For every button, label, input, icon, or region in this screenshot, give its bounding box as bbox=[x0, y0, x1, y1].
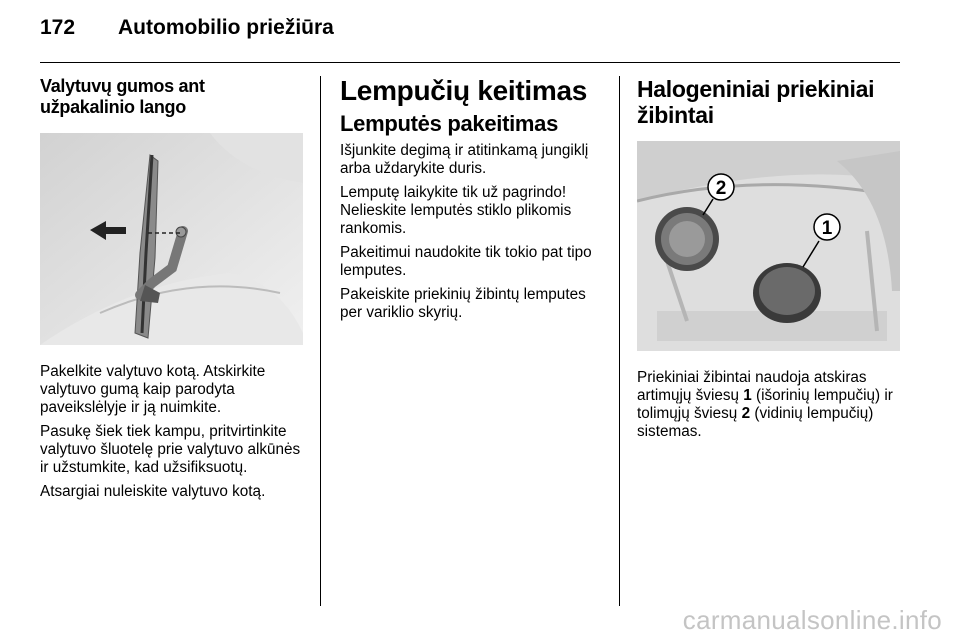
column-divider-1 bbox=[320, 76, 321, 606]
column-halogen bbox=[637, 76, 902, 447]
column-bulb-replacement bbox=[340, 76, 605, 328]
halogen-text-1: Priekiniai žibintai naudoja atskiras artimųjų šviesų bbox=[637, 369, 867, 404]
wiper-heading: Valytuvų gumos ant užpakalinio lango bbox=[40, 76, 205, 117]
halogen-paragraph bbox=[637, 369, 902, 441]
high-beam-ref: 2 bbox=[741, 405, 751, 422]
wiper-paragraph-1: Pakelkite valytuvo kotą. Atskirkite valytuvo gumą kaip parodyta paveikslėlyje ir ją nuimkite. bbox=[40, 363, 266, 416]
page-section-title: Automobilio priežiūra bbox=[118, 16, 334, 39]
headlamp-illustration bbox=[637, 141, 900, 351]
halogen-heading: Halogeniniai priekiniai žibintai bbox=[637, 76, 875, 128]
halogen-text-3: (vidinių lempučių) sistemas. bbox=[637, 405, 874, 440]
page-number: 172 bbox=[40, 16, 76, 39]
figure-callout-1: 1 bbox=[821, 218, 833, 239]
wiper-paragraph-3: Atsargiai nuleiskite valytuvo kotą. bbox=[40, 483, 266, 500]
figure-callout-2: 2 bbox=[715, 178, 727, 199]
wiper-illustration bbox=[40, 133, 303, 345]
header-rule bbox=[40, 62, 900, 63]
bulb-paragraph-1: Išjunkite degimą ir atitinkamą jungiklį arba uždarykite duris. bbox=[340, 142, 589, 177]
page-header bbox=[40, 16, 334, 40]
watermark: carmanualsonline.info bbox=[682, 605, 942, 635]
bulb-paragraph-3: Pakeitimui naudokite tik tokio pat tipo lemputes. bbox=[340, 244, 592, 279]
bulb-paragraph-2: Lemputę laikykite tik už pagrindo! Nelieskite lemputės stiklo plikomis rankomis. bbox=[340, 184, 572, 237]
bulb-replacement-subheading: Lemputės pakeitimas bbox=[340, 111, 559, 136]
column-wiper bbox=[40, 76, 303, 507]
wiper-paragraph-2: Pasukę šiek tiek kampu, pritvirtinkite valytuvo šluotelę prie valytuvo alkūnės ir užstumkite, kad užsifiksuotų. bbox=[40, 423, 301, 476]
low-beam-ref: 1 bbox=[743, 387, 752, 404]
bulbs-heading: Lempučių keitimas bbox=[340, 75, 587, 106]
halogen-text-2: (išorinių lempučių) ir tolimųjų šviesų bbox=[637, 387, 893, 422]
bulb-paragraph-4: Pakeiskite priekinių žibintų lemputes per variklio skyrių. bbox=[340, 286, 586, 321]
column-divider-2 bbox=[619, 76, 620, 606]
